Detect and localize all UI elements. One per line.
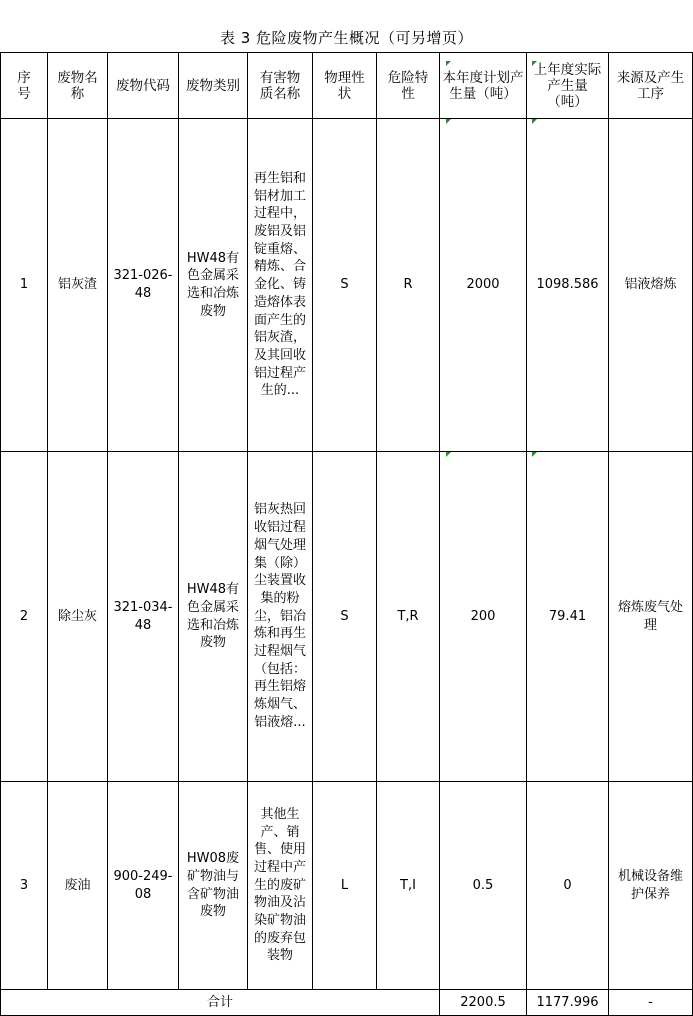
header-physical-state: 物理性状 (313, 53, 377, 119)
table-row (1, 782, 693, 990)
cell-marker-icon (532, 119, 537, 124)
cell-last-year-output: 1098.586 (527, 119, 609, 452)
cell-code: 900-249-08 (108, 782, 179, 990)
cell-hazard-substance: 铝灰热回收铝过程烟气处理集（除）尘装置收集的粉尘，铝冶炼和再生过程烟气（包括：再生铝熔炼烟气、铝液熔... (248, 452, 313, 782)
cell-category: HW48有色金属采选和冶炼废物 (179, 452, 248, 782)
cell-source: 机械设备维护保养 (609, 782, 693, 990)
cell-planned-output: 2000 (440, 119, 527, 452)
cell-physical-state: S (313, 452, 377, 782)
header-hazard-property: 危险特性 (377, 53, 440, 119)
cell-seq: 1 (1, 119, 48, 452)
header-seq: 序号 (1, 53, 48, 119)
cell-physical-state: L (313, 782, 377, 990)
total-planned-output: 2200.5 (440, 990, 527, 1016)
cell-hazard-property: T,I (377, 782, 440, 990)
header-hazard-substance: 有害物质名称 (248, 53, 313, 119)
cell-source: 铝液熔炼 (609, 119, 693, 452)
cell-planned-output: 200 (440, 452, 527, 782)
cell-code: 321-026-48 (108, 119, 179, 452)
header-category: 废物类别 (179, 53, 248, 119)
cell-category: HW48有色金属采选和冶炼废物 (179, 119, 248, 452)
cell-marker-icon (446, 119, 451, 124)
cell-seq: 3 (1, 782, 48, 990)
cell-name: 除尘灰 (48, 452, 108, 782)
cell-hazard-substance: 再生铝和铝材加工过程中，废铝及铝锭重熔、精炼、合金化、铸造熔体表面产生的铝灰渣，及其回收铝过程产生的... (248, 119, 313, 452)
cell-physical-state: S (313, 119, 377, 452)
cell-marker-icon (532, 61, 537, 66)
header-name: 废物名称 (48, 53, 108, 119)
cell-seq: 2 (1, 452, 48, 782)
table-row (1, 119, 693, 452)
total-row (1, 990, 693, 1016)
cell-marker-icon (446, 61, 451, 66)
cell-last-year-output: 0 (527, 782, 609, 990)
total-last-year-output: 1177.996 (527, 990, 609, 1016)
cell-marker-icon (532, 452, 537, 457)
header-last-year-output: 上年度实际产生量（吨） (527, 53, 609, 119)
cell-last-year-output: 79.41 (527, 452, 609, 782)
header-planned-output: 本年度计划产生量（吨） (440, 53, 527, 119)
total-label: 合计 (1, 990, 440, 1016)
cell-marker-icon (446, 452, 451, 457)
cell-hazard-property: T,R (377, 452, 440, 782)
cell-source: 熔炼废气处理 (609, 452, 693, 782)
header-row (1, 53, 693, 119)
cell-category: HW08废矿物油与含矿物油废物 (179, 782, 248, 990)
total-source: - (609, 990, 693, 1016)
cell-hazard-property: R (377, 119, 440, 452)
table-row (1, 452, 693, 782)
header-code: 废物代码 (108, 53, 179, 119)
cell-name: 铝灰渣 (48, 119, 108, 452)
cell-planned-output: 0.5 (440, 782, 527, 990)
table-caption: 表 3 危险废物产生概况（可另增页） (219, 29, 474, 47)
header-source: 来源及产生工序 (609, 53, 693, 119)
hazardous-waste-table (0, 52, 693, 1016)
cell-hazard-substance: 其他生产、销售、使用过程中产生的废矿物油及沾染矿物油的废弃包装物 (248, 782, 313, 990)
cell-name: 废油 (48, 782, 108, 990)
cell-code: 321-034-48 (108, 452, 179, 782)
